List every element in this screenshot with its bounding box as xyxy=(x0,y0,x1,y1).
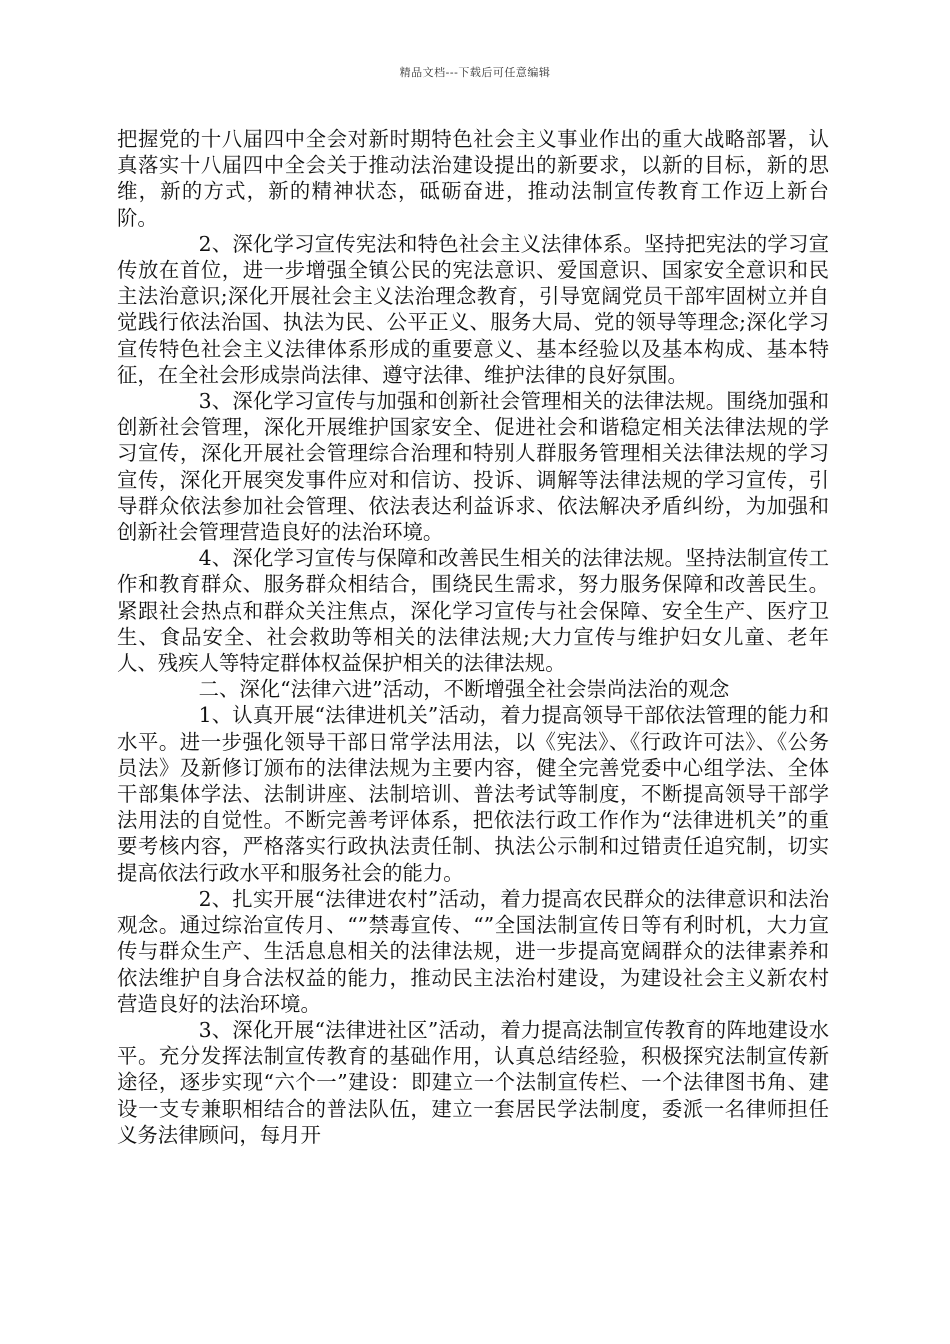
paragraph-item-2: 2、深化学习宣传宪法和特色社会主义法律体系。坚持把宪法的学习宣传放在首位，进一步增强全镇公民的宪法意识、爱国意识、国家安全意识和民主法治意识;深化开展社会主义法治理念教育，引导宽阔党员干部牢固树立并自觉践行依法治国、执法为民、公平正义、服务大局、党的领导等理念;深化学习宣传特色社会主义法律体系形成的重要意义、基本经验以及基本构成、基本特征，在全社会形成崇尚法律、遵守法律、维护法律的良好氛围。 xyxy=(117,231,829,387)
paragraph-continuation: 把握党的十八届四中全会对新时期特色社会主义事业作出的重大战略部署，认真落实十八届四中全会关于推动法治建设提出的新要求，以新的目标，新的思维，新的方式，新的精神状态，砥砺奋进，推动法制宣传教育工作迈上新台阶。 xyxy=(117,127,829,230)
paragraph-item-4: 4、深化学习宣传与保障和改善民生相关的法律法规。坚持法制宣传工作和教育群众、服务群众相结合，围绕民生需求，努力服务保障和改善民生。紧跟社会热点和群众关注焦点，深化学习宣传与社会保障、安全生产、医疗卫生、食品安全、社会救助等相关的法律法规;大力宣传与维护妇女儿童、老年人、残疾人等特定群体权益保护相关的法律法规。 xyxy=(117,546,829,676)
section-heading-2: 二、深化“法律六进”活动，不断增强全社会崇尚法治的观念 xyxy=(198,677,730,702)
paragraph-law-in-villages: 2、扎实开展“法律进农村”活动，着力提高农民群众的法律意识和法治观念。通过综治宣传月、“”禁毒宣传、“”全国法制宣传日等有利时机，大力宣传与群众生产、生活息息相关的法律法规，进一步提高宽阔群众的法律素养和依法维护自身合法权益的能力，推动民主法治村建设，为建设社会主义新农村营造良好的法治环境。 xyxy=(117,886,829,1016)
paragraph-item-3: 3、深化学习宣传与加强和创新社会管理相关的法律法规。围绕加强和创新社会管理，深化开展维护国家安全、促进社会和谐稳定相关法律法规的学习宣传，深化开展社会管理综合治理和特别人群服务管理相关法律法规的学习宣传，深化开展突发事件应对和信访、投诉、调解等法律法规的学习宣传，引导群众依法参加社会管理、依法表达利益诉求、依法解决矛盾纠纷，为加强和创新社会管理营造良好的法治环境。 xyxy=(117,389,829,545)
paragraph-law-in-communities: 3、深化开展“法律进社区”活动，着力提高法制宣传教育的阵地建设水平。充分发挥法制宣传教育的基础作用，认真总结经验，积极探究法制宣传新途径，逐步实现“六个一”建设：即建立一个法制宣传栏、一个法律图书角、建设一支专兼职相结合的普法队伍，建立一套居民学法制度，委派一名律师担任义务法律顾问，每月开 xyxy=(117,1017,829,1147)
document-body xyxy=(117,126,829,1148)
page-header: 精品文档---下载后可任意编辑 xyxy=(399,66,551,79)
paragraph-law-in-organs: 1、认真开展“法律进机关”活动，着力提高领导干部依法管理的能力和水平。进一步强化领导干部日常学法用法，以《宪法》、《行政许可法》、《公务员法》及新修订颁布的法律法规为主要内容，健全完善党委中心组学法、全体干部集体学法、法制讲座、法制培训、普法考试等制度，不断提高领导干部学法用法的自觉性。不断完善考评体系，把依法行政工作作为“法律进机关”的重要考核内容，严格落实行政执法责任制、执法公示制和过错责任追究制，切实提高依法行政水平和服务社会的能力。 xyxy=(117,703,829,885)
